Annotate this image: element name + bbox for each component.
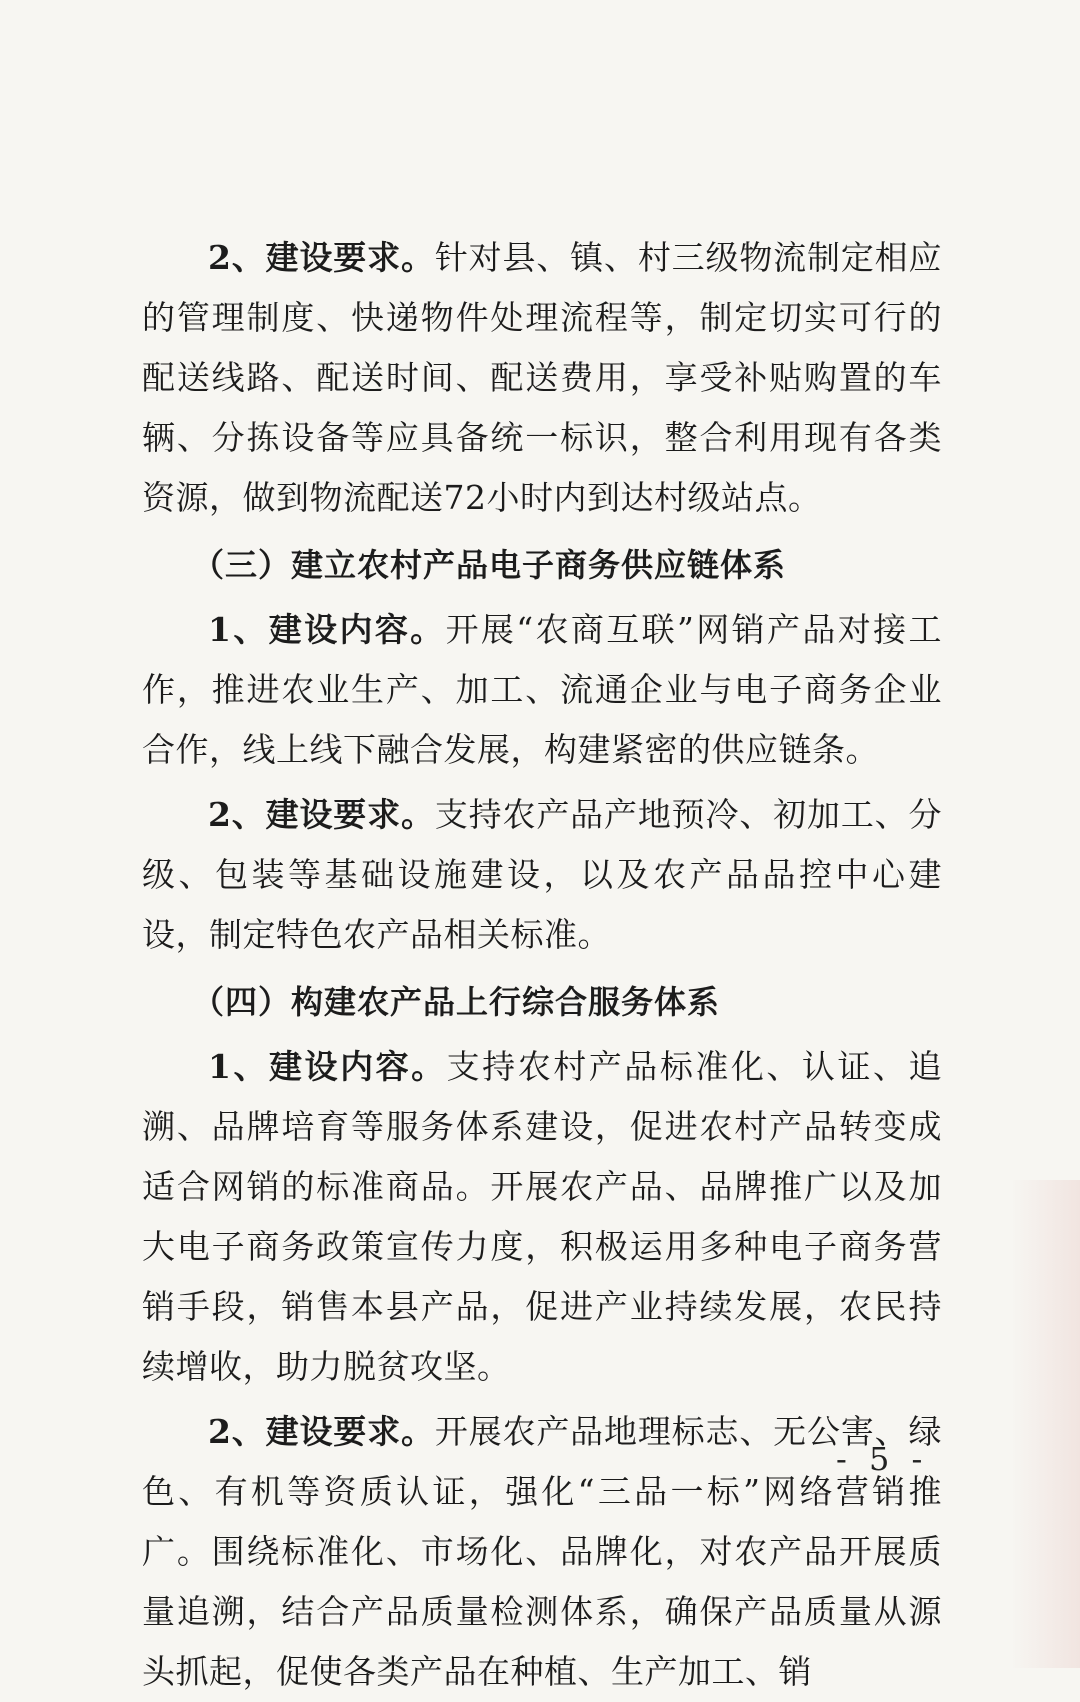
paragraph-service-requirements <box>142 1402 942 1702</box>
paragraph-text: 开展农产品地理标志、无公害、绿色、有机等资质认证，强化“三品一标”网络营销推广。围绕标准化、市场化、品牌化，对农产品开展质量追溯，结合产品质量检测体系，确保产品质量从源头抓起，促使各类产品在种植、生产加工、销 <box>142 1412 943 1691</box>
paragraph-supply-chain-requirements <box>142 785 942 965</box>
paragraph-lead: 2、建设要求。 <box>208 795 435 834</box>
paragraph-lead: 1、建设内容。 <box>208 610 446 649</box>
paragraph-supply-chain-content <box>142 600 942 780</box>
paragraph-lead: 2、建设要求。 <box>208 1412 435 1451</box>
document-body <box>142 228 942 1702</box>
paragraph-text: 开展“农商互联”网销产品对接工作，推进农业生产、加工、流通企业与电子商务企业合作，线上线下融合发展，构建紧密的供应链条。 <box>142 610 942 769</box>
paragraph-text: 支持农村产品标准化、认证、追溯、品牌培育等服务体系建设，促进农村产品转变成适合网销的标准商品。开展农产品、品牌推广以及加大电子商务政策宣传力度，积极运用多种电子商务营销手段，销售本县产品，促进产业持续发展，农民持续增收，助力脱贫攻坚。 <box>142 1047 943 1386</box>
page-number: - 5 - <box>836 1440 929 1478</box>
paragraph-service-content <box>142 1037 942 1397</box>
paragraph-lead: 2、建设要求。 <box>208 238 435 277</box>
section-heading-4: （四）构建农产品上行综合服务体系 <box>192 983 721 1021</box>
paragraph-text: 针对县、镇、村三级物流制定相应的管理制度、快递物件处理流程等，制定切实可行的配送线路、配送时间、配送费用，享受补贴购置的车辆、分拣设备等应具备统一标识，整合利用现有各类资源，做到物流配送72小时内到达村级站点。 <box>142 238 943 517</box>
page-edge-tint <box>1010 1180 1080 1668</box>
section-heading-3: （三）建立农村产品电子商务供应链体系 <box>192 546 787 584</box>
paragraph-text: 支持农产品产地预冷、初加工、分级、包装等基础设施建设，以及农产品品控中心建设，制定特色农产品相关标准。 <box>142 795 943 954</box>
paragraph-logistics-requirements <box>142 228 942 528</box>
paragraph-lead: 1、建设内容。 <box>208 1047 447 1086</box>
